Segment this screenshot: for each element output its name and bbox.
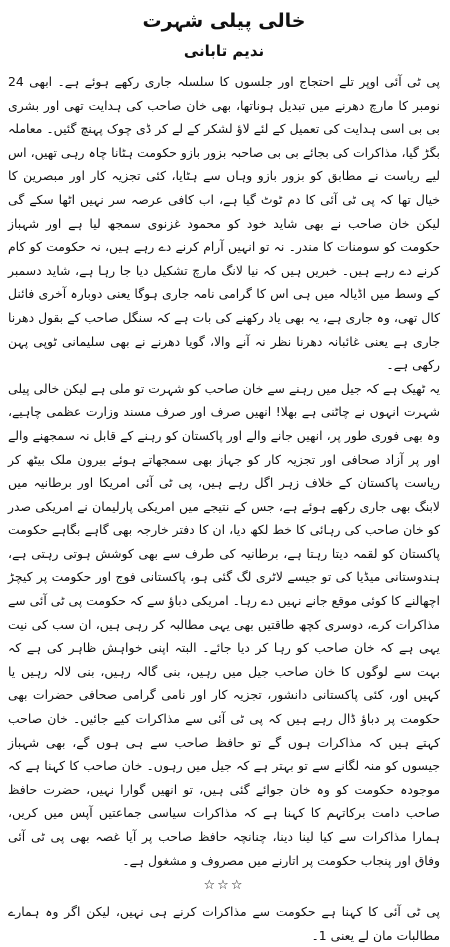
- article-closing-line: پی ٹی آئی کا کہنا ہے حکومت سے مذاکرات کرنے ہی نہیں، لیکن اگر وہ ہمارے مطالبات مان لے یعنی 1۔: [8, 904, 440, 943]
- section-separator: ☆☆☆: [203, 878, 245, 894]
- author-name: ندیم تابانی: [183, 42, 265, 60]
- article-title: خالی پیلی شہرت: [142, 10, 306, 32]
- article-paragraph-2: یہ ٹھیک ہے کہ جیل میں رہنے سے خان صاحب کو شہرت تو ملی ہے لیکن خالی پیلی شہرت انہوں نے چاٹنی ہے بھلا! انھیں صرف اور صرف مسند وزارت عظمی چاہیے، وہ بھی فوری طور پر، انھیں جانے والے اور پاکستان کو رہنے کے قابل نہ سمجھنے والے اور پر آزاد صحافی اور تجزیہ کار کو جہاز بھی سمجھاتے ہوئے بیرون ملک بیٹھ کر ریاست پاکستان کے خلاف زہر اگل رہے ہیں، پی ٹی آئی امریکا اور برطانیہ میں لابنگ بھی جاری رکھے ہوئے ہے، جس کے نتیجے میں امریکی پارلیمان نے امریکی صدر کو خان صاحب کی رہائی کا خط لکھ دیا، ان کا دفتر خارجہ بھی گاہے بگاہے حکومت پاکستان کو لقمہ دیتا رہتا ہے، برطانیہ کی طرف سے بھی کوشش ہوتی رہتی ہے، ہندوستانی میڈیا کی تو جیسے لاٹری لگ گئی ہو، پاکستانی فوج اور حکومت پر کیچڑ اچھالنے کا کوئی موقع جانے نہیں دے رہا۔ امریکی دباؤ سے کہ حکومت پی ٹی آئی سے مذاکرات کرے، دوسری کچھ طاقتیں بھی یہی مطالبہ کر رہی ہیں، ان سب کی نیت یہی ہے کہ خان صاحب کو رہا کر دیا جائے۔ البتہ اپنی خواہش ظاہر کی ہے کہ بہت سے لوگوں کا خان صاحب جیل میں رہیں، بنی گالہ رہیں، بنی لالہ رہیں یا کہیں اور، کئی پاکستانی دانشور، تجزیہ کار اور نامی گرامی صحافی حضرات بھی حکومت پر دباؤ ڈال رہے ہیں کہ پی ٹی آئی سے مذاکرات کیے جائیں۔ خان صاحب کہتے ہیں کہ مذاکرات ہوں گے تو حافظ صاحب سے ہی ہوں گے، بھی شہباز جیسوں کو منہ لگانے سے تو بہتر ہے کہ جیل میں رہوں۔ خان صاحب کا کہنا ہے کہ موجودہ حکومت کو وہ خان جوائے گئی ہیں، تو انھیں گوارا نہیں، حضرت حافظ صاحب دامت برکاتہم کا کہنا ہے کہ مذاکرات سیاسی جماعتیں آپس میں کریں، ہمارا مذاکرات سے کیا لینا دینا، چنانچہ حافظ صاحب پر آیا غصہ بھی پی ٹی آئی وفاق اور پنجاب حکومت پر اتارنے میں مصروف و مشغول ہے۔: [8, 380, 440, 868]
- article-paragraph-1: پی ٹی آئی اوپر تلے احتجاج اور جلسوں کا سلسلہ جاری رکھے ہوئے ہے۔ ابھی 24 نومبر کا مارچ دھرنے میں تبدیل ہوناتھا، بھی خان صاحب کی ہدایت تھی اور بشری بی بی اسی ہدایت کی تعمیل کے لئے لاؤ لشکر کے لے کر ڈی چوک پہنچ گئیں۔ معاملہ بگڑ گیا، مذاکرات کی بجائے بی بی صاحبہ بزور بازو حکومت ہٹانا چاہ رہی تھیں، اس لیے ریاست نے مطابق کو بزور بازو وہاں سے ہٹایا، کئی تجزیہ کار اور مبصرین کا خیال تھا کہ پی ٹی آئی کا دم ٹوٹ گیا ہے، اب کافی عرصہ سر نہیں اٹھا سکے گی لیکن خان صاحب نے بھی شاید خود کو محمود غزنوی سمجھ لیا ہے اور شہباز حکومت کو سومنات کا مندر۔ نہ تو انہیں آرام کرنے دے رہے ہیں، نہ حکومت کو کام کرنے دے رہے ہیں۔ خبریں ہیں کہ نیا لانگ مارچ تشکیل دیا جا رہا ہے، شاید دسمبر کے وسط میں اڈیالہ میں ہی اس کا گرامی نامہ جاری ہوگا یعنی دوبارہ آخری فائنل کال تھی، وہ جاری ہے، یہ بھی یاد رکھنے کی بات ہے کہ سنگل صاحب کے بقول دھرنا جاری ہے یعنی غائبانہ دھرنا نظر نہ آنے والا، گویا دھرنے نے بھی سلیمانی ٹوپی پہن رکھی ہے۔: [8, 74, 440, 373]
